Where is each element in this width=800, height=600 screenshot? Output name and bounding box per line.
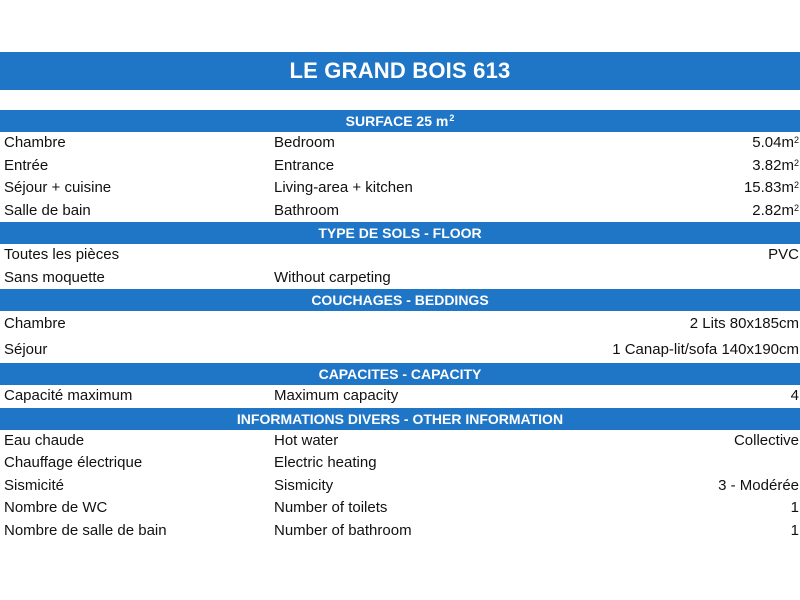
row-label-en: Entrance — [274, 156, 335, 174]
row-value — [752, 132, 799, 156]
row-value: 1 — [790, 499, 799, 516]
row-label-en: Maximum capacity — [274, 387, 399, 404]
row-value: 2 Lits 80x185cm — [689, 315, 799, 332]
section-header-beddings: COUCHAGES - BEDDINGS — [0, 289, 800, 311]
info-sheet — [0, 52, 800, 542]
row-value-sup: 2 — [793, 202, 799, 213]
row-label-fr: Entrée — [4, 156, 49, 174]
section-header-surface-sup: 2 — [449, 113, 455, 123]
row-value: Collective — [733, 431, 799, 449]
table-row — [0, 155, 800, 178]
table-row — [0, 452, 800, 475]
row-label-fr: Chauffage électrique — [4, 454, 143, 471]
row-value: PVC — [768, 246, 799, 263]
row-label-fr: Sans moquette — [4, 268, 105, 286]
row-value: 1 — [790, 521, 799, 539]
row-label-en: Bedroom — [274, 134, 335, 151]
row-label-fr: Séjour — [4, 341, 48, 358]
row-label-fr: Nombre de salle de bain — [4, 521, 167, 539]
row-label-fr: Chambre — [4, 134, 66, 151]
row-label-en: Electric heating — [274, 454, 377, 471]
section-header-capacity: CAPACITES - CAPACITY — [0, 363, 800, 385]
table-row — [0, 430, 800, 453]
row-value — [744, 177, 799, 201]
section-header-surface — [0, 110, 800, 132]
row-label-fr: Toutes les pièces — [4, 246, 120, 263]
row-label-en: Sismicity — [274, 476, 334, 494]
row-label-fr: Chambre — [4, 315, 66, 332]
row-value-sup: 2 — [793, 157, 799, 168]
row-value-text: 5.04m — [752, 134, 794, 151]
row-value-sup: 2 — [793, 135, 799, 145]
table-row — [0, 200, 800, 223]
table-row — [0, 520, 800, 543]
row-value-text: 2.82m — [752, 201, 794, 219]
table-row — [0, 244, 800, 267]
table-row — [0, 497, 800, 520]
row-value-text: 3.82m — [752, 156, 794, 174]
row-label-fr: Salle de bain — [4, 201, 91, 219]
table-row — [0, 385, 800, 408]
row-label-fr: Capacité maximum — [4, 387, 133, 404]
row-label-en: Living-area + kitchen — [274, 179, 413, 196]
row-label-fr: Nombre de WC — [4, 499, 108, 516]
row-value-sup: 2 — [793, 180, 799, 190]
row-label-fr: Eau chaude — [4, 431, 85, 449]
table-row — [0, 177, 800, 200]
section-header-other: INFORMATIONS DIVERS - OTHER INFORMATION — [0, 408, 800, 430]
row-label-en: Number of bathroom — [274, 521, 412, 539]
section-header-surface-text: SURFACE 25 m — [345, 113, 449, 129]
row-value: 3 - Modérée — [718, 476, 799, 494]
row-label-en: Without carpeting — [274, 268, 391, 286]
section-header-floor: TYPE DE SOLS - FLOOR — [0, 222, 800, 244]
table-row — [0, 132, 800, 155]
row-label-en: Number of toilets — [274, 499, 388, 516]
row-value — [752, 200, 799, 224]
table-row — [0, 311, 800, 337]
table-row — [0, 267, 800, 290]
row-label-fr: Séjour + cuisine — [4, 179, 112, 196]
row-label-en: Hot water — [274, 431, 339, 449]
table-row — [0, 337, 800, 363]
page-title: LE GRAND BOIS 613 — [0, 52, 800, 90]
row-value: 4 — [790, 387, 799, 404]
row-label-fr: Sismicité — [4, 476, 65, 494]
row-label-en: Bathroom — [274, 201, 340, 219]
row-value — [752, 155, 799, 179]
row-value: 1 Canap-lit/sofa 140x190cm — [612, 341, 799, 358]
title-spacer — [0, 90, 800, 110]
row-value-text: 15.83m — [743, 179, 794, 196]
table-row — [0, 475, 800, 498]
